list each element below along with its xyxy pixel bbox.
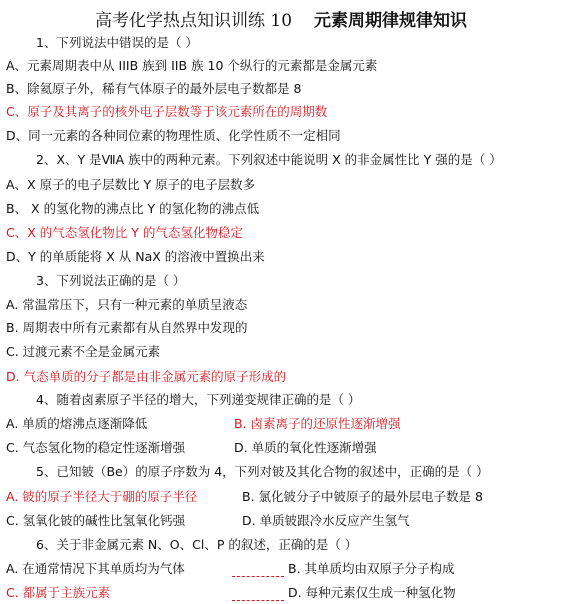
q4-option-a: A. 单质的熔沸点逐渐降低 (6, 416, 148, 431)
q1-option-c-answer: C、原子及其离子的核外电子层数等于该元素所在的周期数 (6, 104, 328, 119)
title-sub: 元素周期律规律知识 (314, 11, 468, 31)
q3-option-d-answer: D. 气态单质的分子都是由非金属元素的原子形成的 (6, 369, 287, 384)
question-4-stem: 4、随着卤素原子半径的增大，下列递变规律正确的是（ ） (36, 392, 361, 407)
q4-options-row-2 (6, 438, 556, 458)
q2-option-b: B、 X 的氢化物的沸点比 Y 的氢化物的沸点低 (6, 201, 260, 216)
q2-option-d: D、Y 的单质能将 X 从 NaX 的溶液中置换出来 (6, 249, 265, 264)
q5-option-c: C. 氢氧化铍的碱性比氢氧化钙强 (6, 513, 186, 528)
q1-option-a: A、元素周期表中从 IIIB 族到 IIB 族 10 个纵行的元素都是金属元素 (6, 58, 378, 73)
q4-option-d: D. 单质的氧化性逐渐增强 (234, 440, 377, 455)
q2-option-a: A、X 原子的电子层数比 Y 原子的电子层数多 (6, 177, 256, 192)
q6-option-a: A. 在通常情况下其单质均为气体 (6, 561, 185, 576)
q4-option-b-answer: B. 卤素离子的还原性逐渐增强 (234, 416, 401, 431)
q6-option-c-answer: C. 都属于主族元素 (6, 585, 111, 600)
question-5-stem: 5、已知铍（Be）的原子序数为 4，下列对铍及其化合物的叙述中，正确的是（ ） (36, 464, 489, 479)
q3-option-a: A. 常温常压下，只有一种元素的单质呈液态 (6, 297, 248, 312)
title-main: 高考化学热点知识训练 10 (94, 11, 293, 31)
question-2-stem: 2、X、Y 是ⅦA 族中的两种元素。下列叙述中能说明 X 的非金属性比 Y 强的是（ ） (36, 152, 502, 167)
question-1-stem: 1、下列说法中错误的是（ ） (36, 35, 198, 50)
q1-option-b: B、除氦原子外，稀有气体原子的最外层电子数都是 8 (6, 81, 302, 96)
q3-option-b: B. 周期表中所有元素都有从自然界中发现的 (6, 320, 248, 335)
q5-options-row-2 (6, 511, 556, 531)
q4-option-c: C. 气态氢化物的稳定性逐渐增强 (6, 440, 186, 455)
q3-option-c: C. 过渡元素不全是金属元素 (6, 344, 161, 359)
q1-option-d: D、同一元素的各种同位素的物理性质、化学性质不一定相同 (6, 128, 341, 143)
q6-answer-blank-2 (232, 586, 284, 601)
page-title (0, 6, 562, 31)
q6-option-b: B. 其单质均由双原子分子构成 (288, 561, 455, 576)
q6-options-row-2 (6, 583, 556, 603)
q6-options-row-1 (6, 559, 556, 579)
q6-answer-blank-1 (232, 562, 284, 577)
q5-option-b: B. 氯化铍分子中铍原子的最外层电子数是 8 (242, 489, 483, 504)
question-6-stem: 6、关于非金属元素 N、O、Cl、P 的叙述，正确的是（ ） (36, 537, 358, 552)
q5-option-a-answer: A. 铍的原子半径大于硼的原子半径 (6, 489, 198, 504)
q5-option-d: D. 单质铍跟冷水反应产生氢气 (242, 513, 410, 528)
q2-option-c-answer: C、X 的气态氢化物比 Y 的气态氢化物稳定 (6, 225, 243, 240)
question-3-stem: 3、下列说法正确的是（ ） (36, 273, 186, 288)
q6-option-d: D. 每种元素仅生成一种氢化物 (288, 585, 456, 600)
q4-options-row-1 (6, 414, 556, 434)
q5-options-row-1 (6, 487, 556, 507)
